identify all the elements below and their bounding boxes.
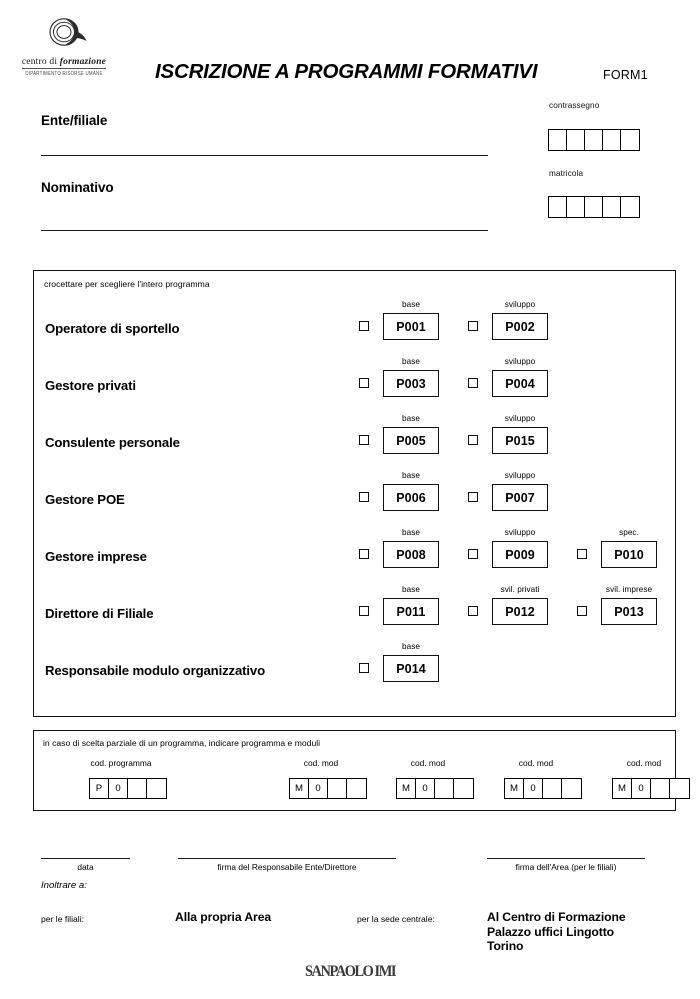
partial-code-cell[interactable]: P — [90, 779, 109, 798]
logo-word-centro: centro di — [21, 57, 60, 67]
area-signature-caption: firma dell'Area (per le filiali) — [515, 862, 617, 872]
programme-option-header: base — [402, 471, 420, 480]
programme-option-checkbox[interactable] — [577, 606, 587, 616]
partial-code-grid[interactable] — [289, 778, 367, 799]
matricola-input-grid[interactable] — [548, 196, 640, 218]
matricola-cell[interactable] — [549, 197, 567, 217]
programme-code-box: P012 — [492, 598, 548, 625]
organisation-logo — [10, 16, 118, 76]
partial-code-grid[interactable] — [612, 778, 690, 799]
area-signature-line[interactable] — [487, 858, 645, 859]
programme-option-header: base — [402, 300, 420, 309]
matricola-cell[interactable] — [567, 197, 585, 217]
programme-option-checkbox[interactable] — [468, 549, 478, 559]
programme-option-checkbox[interactable] — [359, 549, 369, 559]
partial-code-cell[interactable]: 0 — [524, 779, 543, 798]
programme-option-checkbox[interactable] — [468, 378, 478, 388]
contrassegno-cell[interactable] — [603, 130, 621, 150]
dispatch-intro-text: Inoltrare a: — [41, 880, 87, 891]
programme-option-checkbox[interactable] — [359, 492, 369, 502]
partial-code-cell[interactable] — [328, 779, 347, 798]
programme-option-checkbox[interactable] — [468, 435, 478, 445]
responsabile-signature-caption: firma del Responsabile Ente/Direttore — [217, 862, 357, 872]
programme-name-label: Operatore di sportello — [45, 321, 180, 336]
partial-code-cell[interactable]: 0 — [416, 779, 435, 798]
programme-option-checkbox[interactable] — [359, 378, 369, 388]
swirl-logo-icon — [38, 16, 90, 50]
nominativo-input-line[interactable] — [41, 230, 488, 231]
programme-code-box: P006 — [383, 484, 439, 511]
data-signature-line[interactable] — [41, 858, 130, 859]
programme-option-header: sviluppo — [504, 357, 536, 366]
matricola-cell[interactable] — [603, 197, 621, 217]
partial-code-label: cod. mod — [410, 758, 446, 768]
programme-option-checkbox[interactable] — [359, 321, 369, 331]
programme-option-header: base — [402, 585, 420, 594]
ente-filiale-label: Ente/filiale — [41, 113, 108, 128]
programme-code-box: P008 — [383, 541, 439, 568]
programme-option-header: spec. — [619, 528, 639, 537]
partial-code-cell[interactable]: M — [290, 779, 309, 798]
dispatch-head-line-2: Palazzo uffici Lingotto — [487, 924, 615, 939]
dispatch-branch-value: Alla propria Area — [175, 910, 272, 924]
programme-code-box: P015 — [492, 427, 548, 454]
dispatch-head-value — [487, 910, 626, 954]
programme-option-header: sviluppo — [504, 471, 536, 480]
dispatch-head-line-1: Al Centro di Formazione — [487, 910, 626, 924]
partial-code-cell[interactable] — [128, 779, 147, 798]
matricola-cell[interactable] — [621, 197, 639, 217]
programme-row — [34, 467, 675, 523]
partial-code-grid[interactable] — [396, 778, 474, 799]
dispatch-head-label: per la sede centrale: — [357, 914, 435, 924]
programme-row — [34, 410, 675, 466]
logo-word-formazione: formazione — [59, 57, 107, 67]
logo-wordmark — [22, 57, 106, 69]
programme-option-checkbox[interactable] — [468, 321, 478, 331]
form-code-label: FORM1 — [603, 68, 648, 82]
programme-instruction-text: crocettare per scegliere l'intero programma — [44, 279, 210, 289]
programme-option-header: base — [402, 357, 420, 366]
partial-code-cell[interactable] — [147, 779, 166, 798]
bank-logo-wordmark: SANPAOLO IMI — [304, 963, 396, 980]
partial-code-grid[interactable] — [504, 778, 582, 799]
programme-code-box: P010 — [601, 541, 657, 568]
partial-code-grid[interactable] — [89, 778, 167, 799]
partial-code-cell[interactable] — [347, 779, 366, 798]
matricola-label: matricola — [549, 169, 584, 178]
programme-name-label: Gestore privati — [45, 378, 136, 393]
partial-selection-box — [33, 730, 676, 811]
programme-code-box: P011 — [383, 598, 439, 625]
partial-code-label: cod. mod — [626, 758, 662, 768]
programme-code-box: P009 — [492, 541, 548, 568]
partial-code-cell[interactable] — [435, 779, 454, 798]
partial-instruction-text: in caso di scelta parziale di un programma, indicare programma e moduli — [43, 738, 321, 748]
programme-row — [34, 524, 675, 580]
programme-code-box: P007 — [492, 484, 548, 511]
contrassegno-cell[interactable] — [567, 130, 585, 150]
data-signature-caption: data — [77, 862, 94, 872]
programme-option-header: sviluppo — [504, 414, 536, 423]
partial-code-cell[interactable] — [543, 779, 562, 798]
partial-code-label: cod. programma — [90, 758, 152, 768]
programme-option-checkbox[interactable] — [468, 492, 478, 502]
programme-code-box: P002 — [492, 313, 548, 340]
dispatch-branch-label: per le filiali: — [41, 914, 84, 924]
programme-option-header: base — [402, 528, 420, 537]
programme-code-box: P005 — [383, 427, 439, 454]
programme-code-box: P004 — [492, 370, 548, 397]
contrassegno-cell[interactable] — [621, 130, 639, 150]
partial-code-cell[interactable]: 0 — [109, 779, 128, 798]
partial-code-cell[interactable]: M — [613, 779, 632, 798]
programme-code-box: P003 — [383, 370, 439, 397]
partial-code-cell[interactable]: 0 — [309, 779, 328, 798]
partial-code-cell[interactable] — [454, 779, 473, 798]
contrassegno-cell[interactable] — [585, 130, 603, 150]
programme-option-checkbox[interactable] — [359, 663, 369, 673]
programme-row — [34, 296, 675, 352]
programme-option-checkbox[interactable] — [359, 606, 369, 616]
contrassegno-cell[interactable] — [549, 130, 567, 150]
partial-code-label: cod. mod — [518, 758, 554, 768]
matricola-cell[interactable] — [585, 197, 603, 217]
partial-code-cell[interactable]: 0 — [632, 779, 651, 798]
programme-selection-box — [33, 270, 676, 717]
nominativo-label: Nominativo — [41, 180, 114, 195]
partial-code-cell[interactable] — [562, 779, 581, 798]
programme-option-checkbox[interactable] — [577, 549, 587, 559]
programme-row — [34, 581, 675, 637]
programme-row — [34, 353, 675, 409]
programme-option-header: base — [402, 642, 420, 651]
partial-code-cell[interactable]: M — [505, 779, 524, 798]
programme-option-header: svil. privati — [500, 585, 540, 594]
programme-name-label: Direttore di Filiale — [45, 606, 154, 621]
programme-option-header: base — [402, 414, 420, 423]
programme-option-header: sviluppo — [504, 300, 536, 309]
programme-code-box: P013 — [601, 598, 657, 625]
programme-name-label: Responsabile modulo organizzativo — [45, 663, 265, 678]
programme-option-header: sviluppo — [504, 528, 536, 537]
programme-name-label: Gestore POE — [45, 492, 125, 507]
programme-option-checkbox[interactable] — [468, 606, 478, 616]
programme-code-box: P001 — [383, 313, 439, 340]
programme-name-label: Gestore imprese — [45, 549, 147, 564]
logo-department-line: DIPARTIMENTO RISORSE UMANE — [25, 70, 103, 77]
ente-filiale-input-line[interactable] — [41, 155, 488, 156]
programme-name-label: Consulente personale — [45, 435, 180, 450]
partial-code-cell[interactable] — [651, 779, 670, 798]
programme-option-header: svil. imprese — [605, 585, 653, 594]
partial-code-cell[interactable] — [670, 779, 689, 798]
programme-option-checkbox[interactable] — [359, 435, 369, 445]
partial-code-label: cod. mod — [303, 758, 339, 768]
contrassegno-label: contrassegno — [549, 101, 600, 110]
dispatch-head-line-3: Torino — [487, 939, 524, 953]
contrassegno-input-grid[interactable] — [548, 129, 640, 151]
page-title: ISCRIZIONE A PROGRAMMI FORMATIVI — [155, 60, 538, 83]
partial-code-cell[interactable]: M — [397, 779, 416, 798]
responsabile-signature-line[interactable] — [178, 858, 396, 859]
programme-row — [34, 638, 675, 694]
programme-code-box: P014 — [383, 655, 439, 682]
